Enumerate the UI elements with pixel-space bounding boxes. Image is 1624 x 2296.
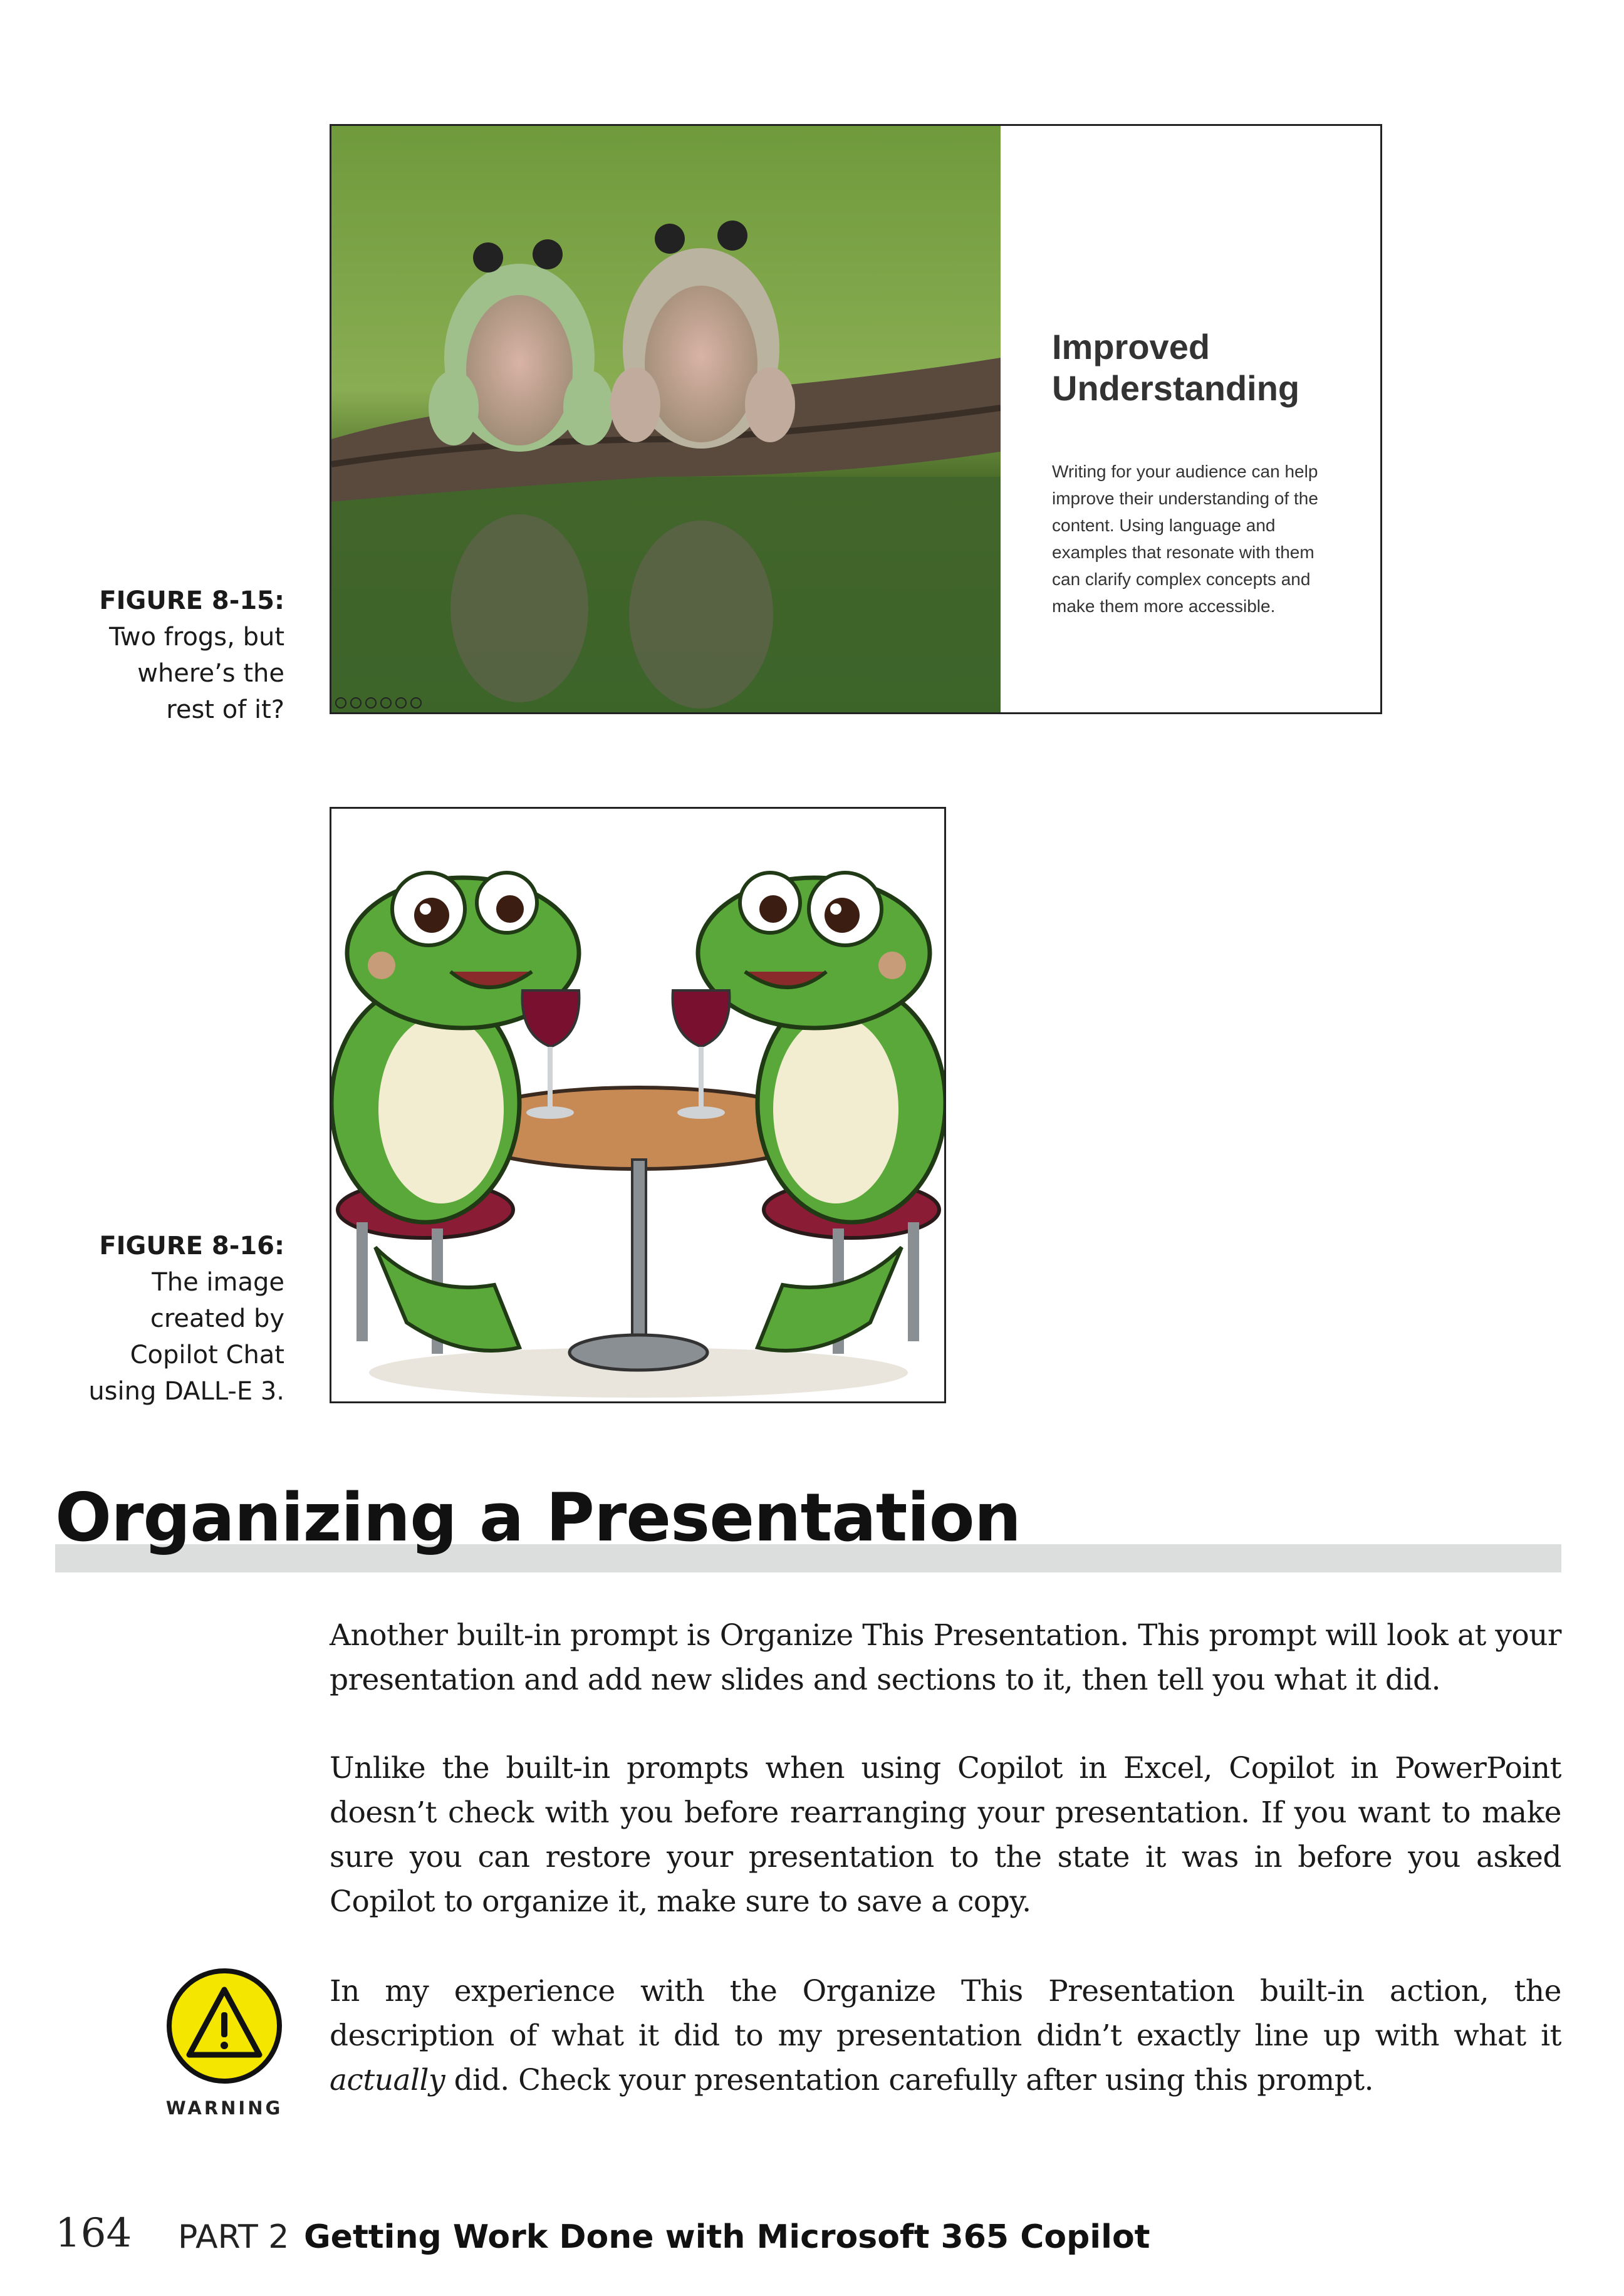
frogs-drinking-wine-image: [331, 809, 944, 1401]
figure-8-16-illustration: [330, 807, 946, 1403]
paragraph-2: Unlike the built-in prompts when using Copilot in Excel, Copilot in PowerPoint doesn’t check with you before rearranging your presentation. If you want to make sure you can restore your presentation to the state it was in before you asked Copilot to organize it, make sure to save a copy.: [330, 1751, 1561, 1919]
slide-toolbar: [335, 696, 422, 710]
slide-body: Writing for your audience can help improve their understanding of the content. Using language and examples that resonate with them can clarify complex concepts and make them more accessible.: [1052, 462, 1318, 616]
warning-text: In my experience with the Organize This Presentation built-in action, the description of what it did to my presentation didn’t exactly line up with what it: [330, 1974, 1561, 2053]
warning-label: WARNING: [165, 2097, 283, 2119]
paragraph-1: Another built-in prompt is Organize This Presentation. This prompt will look at your presentation and add new slides and sections to it, then tell you what it did.: [330, 1618, 1561, 1697]
part-title: Getting Work Done with Microsoft 365 Copilot: [304, 2218, 1150, 2256]
slide-title: Improved Understanding: [1052, 327, 1300, 408]
figure-label: FIGURE 8-15:: [99, 586, 284, 615]
toolbar-icon: [380, 697, 392, 709]
section-heading: Organizing a Presentation: [55, 1479, 1021, 1556]
warning-paragraph: [330, 1969, 1561, 2102]
toolbar-icon: [350, 697, 362, 709]
warning-icon: [165, 1967, 283, 2085]
toolbar-icon: [335, 697, 346, 709]
toolbar-icon: [365, 697, 377, 709]
figure-8-15-caption: [99, 583, 284, 728]
caption-text: The image created by Copilot Chat using DALL-E 3.: [88, 1268, 284, 1406]
page-number: 164: [55, 2210, 132, 2257]
figure-label: FIGURE 8-16:: [99, 1232, 284, 1260]
caption-text: Two frogs, but where’s the rest of it?: [109, 623, 284, 724]
figure-8-15-slide: [330, 124, 1382, 714]
frogs-photo: [331, 126, 1001, 712]
toolbar-icon: [395, 697, 407, 709]
emphasis-text: actually: [330, 2063, 445, 2097]
warning-text-end: did. Check your presentation carefully after using this prompt.: [445, 2063, 1374, 2097]
toolbar-icon: [410, 697, 422, 709]
part-label: PART 2: [178, 2218, 289, 2256]
figure-8-16-caption: [88, 1228, 284, 1410]
